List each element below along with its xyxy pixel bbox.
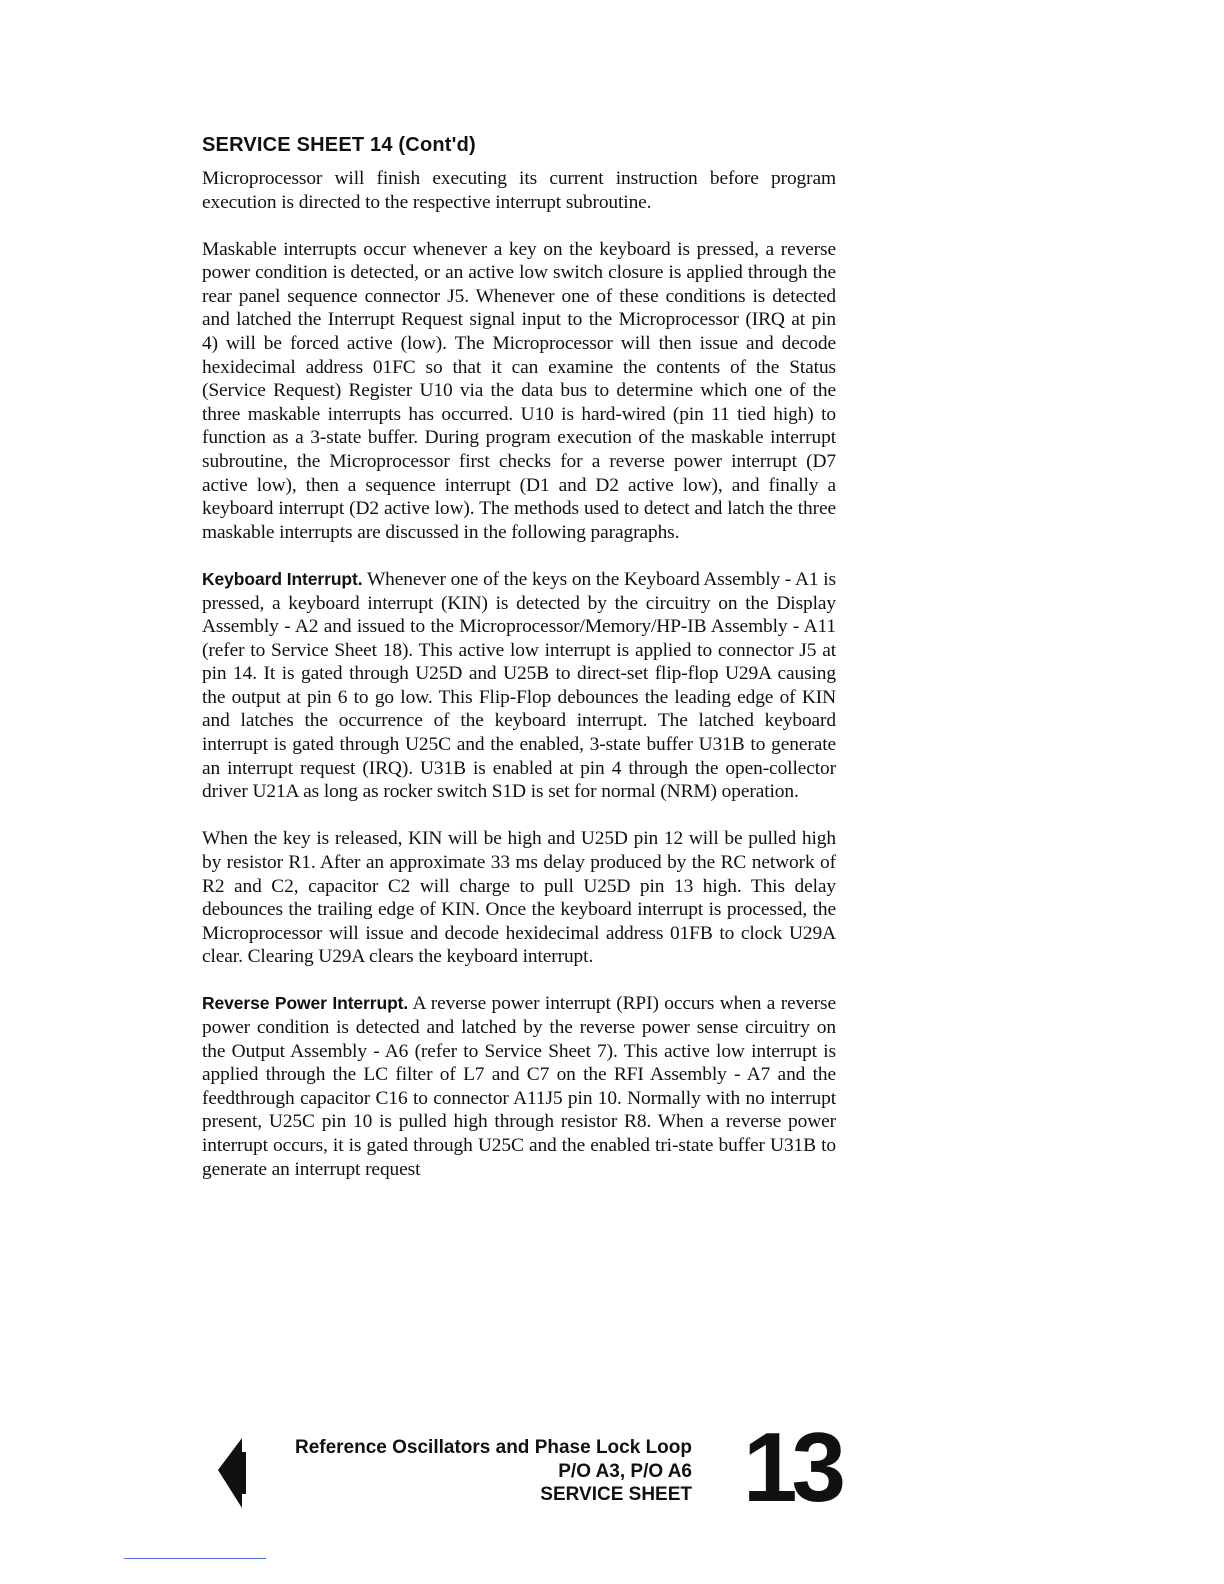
paragraph-key-release (202, 827, 836, 969)
paragraph-heading: Keyboard Interrupt. (202, 568, 363, 589)
footer-sheet-label: SERVICE SHEET (540, 1484, 692, 1505)
service-sheet-footer (218, 1412, 840, 1522)
footer-section-title: Reference Oscillators and Phase Lock Loop (294, 1437, 692, 1458)
left-arrow-icon[interactable] (218, 1436, 246, 1508)
paragraph-continuation (202, 167, 836, 214)
body-text (202, 167, 836, 1205)
paragraph-text: Whenever one of the keys on the Keyboard Assembly - A1 is pressed, a keyboard interrupt (KIN) is detected by the circuitry on the Display Assembly - A2 and issued to the Microprocessor/Memory/HP-IB Assembly - A11 (refer to Service Sheet 18). This active low interrupt is applied to connector J5 at pin 14. It is gated through U25D and U25B to direct-set flip-flop U29A causing the output at pin 6 to go low. This Flip-Flop debounces the leading edge of KIN and latches the occurrence of the keyboard interrupt. The latched keyboard interrupt is gated through U25C and the enabled, 3-state buffer U31B to generate an interrupt request (IRQ). U31B is enabled at pin 4 through the open-collector driver U21A as long as rocker switch S1D is set for normal (NRM) operation. (202, 568, 837, 803)
paragraph-heading: Reverse Power Interrupt. (202, 993, 409, 1014)
paragraph-maskable-interrupts (202, 238, 836, 545)
service-sheet-number: 13 (742, 1412, 840, 1522)
bottom-divider (124, 1558, 266, 1559)
footer-caption (295, 1436, 692, 1507)
paragraph-keyboard-interrupt (202, 568, 836, 804)
paragraph-reverse-power-interrupt (202, 992, 836, 1181)
paragraph-text: A reverse power interrupt (RPI) occurs when a reverse power condition is detected and latched by the reverse power sense circuitry on the Output Assembly - A6 (refer to Service Sheet 7). This active low interrupt is applied through the LC filter of L7 and C7 on the RFI Assembly - A7 and the feedthrough capacitor C16 to connector A11J5 pin 10. Normally with no interrupt present, U25C pin 10 is pulled high through resistor R8. When a reverse power interrupt occurs, it is gated through U25C and the enabled tri-state buffer U31B to generate an interrupt request (202, 993, 836, 1180)
paragraph-text: Microprocessor will finish executing its current instruction before program execution is directed to the respective interrupt subroutine. (202, 168, 836, 213)
paragraph-text: Maskable interrupts occur whenever a key on the keyboard is pressed, a reverse power condition is detected, or an active low switch closure is applied through the rear panel sequence connector J5. Whenever one of these conditions is detected and latched the Interrupt Request signal input to the Microprocessor (IRQ at pin 4) will be forced active (low). The Microprocessor will then issue and decode hexidecimal address 01FC so that it can examine the contents of the Status (Service Request) Register U10 via the data bus to determine which one of the three maskable interrupts has occurred. U10 is hard-wired (pin 11 tied high) to function as a 3-state buffer. During program execution of the maskable interrupt subroutine, the Microprocessor first checks for a reverse power interrupt (D7 active low), then a sequence interrupt (D1 and D2 active low), and finally a keyboard interrupt (D2 active low). The methods used to detect and latch the three maskable interrupts are discussed in the following paragraphs. (202, 238, 836, 543)
page-title: SERVICE SHEET 14 (Cont'd) (202, 134, 476, 156)
footer-assembly-ref: P/O A3, P/O A6 (558, 1460, 692, 1482)
paragraph-text: When the key is released, KIN will be high and U25D pin 12 will be pulled high by resistor R1. After an approximate 33 ms delay produced by the RC network of R2 and C2, capacitor C2 will charge to pull U25D pin 13 high. This delay debounces the trailing edge of KIN. Once the keyboard interrupt is processed, the Microprocessor will issue and decode hexidecimal address 01FB to clock U29A clear. Clearing U29A clears the keyboard interrupt. (202, 828, 836, 968)
